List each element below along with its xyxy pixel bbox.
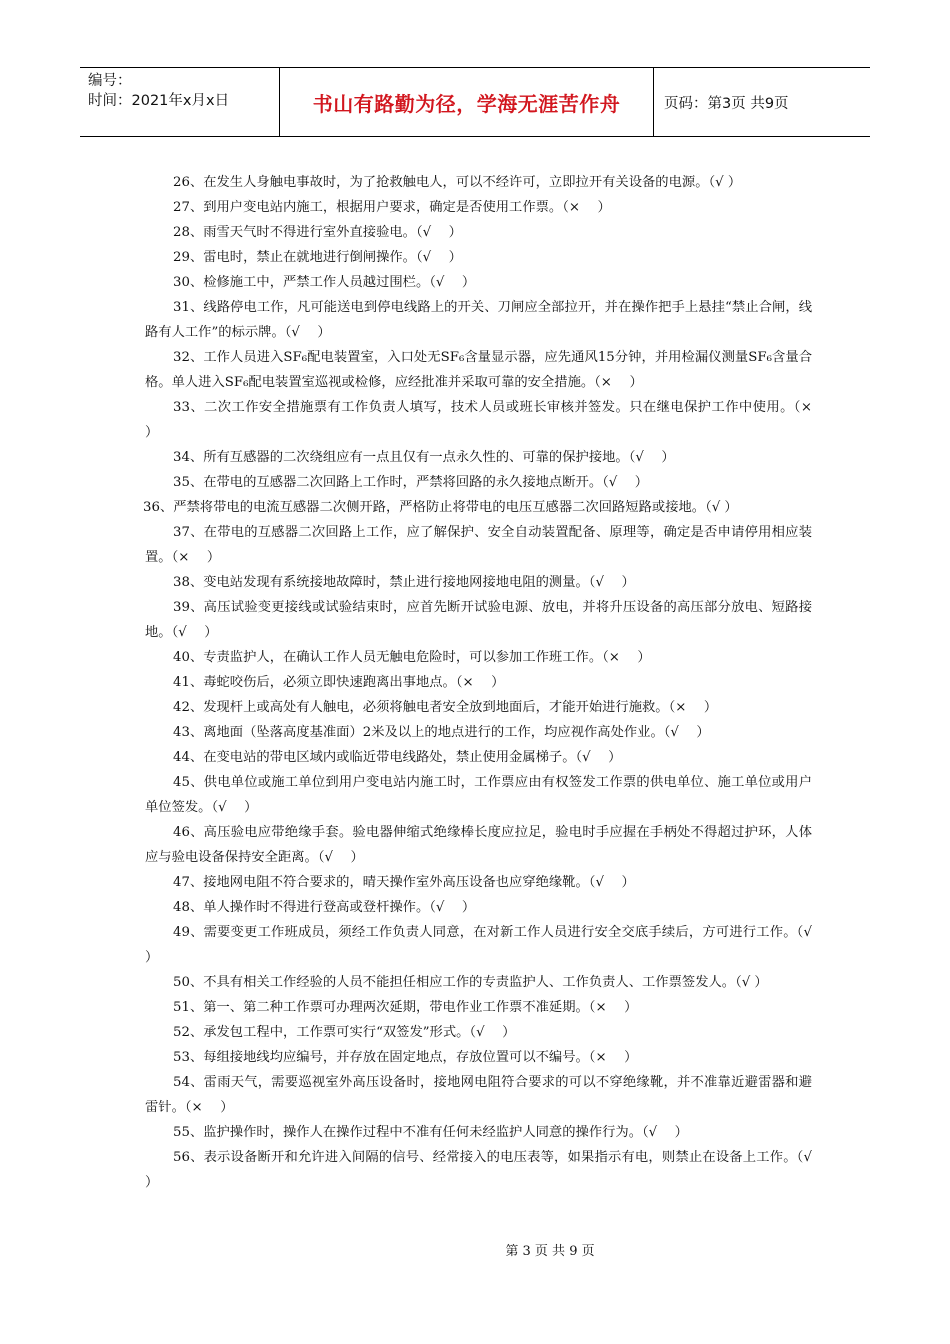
question-item: 41、毒蛇咬伤后，必须立即快速跑离出事地点。（× ）: [173, 675, 505, 690]
number-label: 编号：: [88, 73, 132, 89]
time-label: 时间：2021年x月x日: [88, 93, 230, 109]
question-item: 47、接地网电阻不符合要求的，晴天操作室外高压设备也应穿绝缘靴。（√ ）: [173, 875, 635, 890]
question-item: 53、每组接地线均应编号，并存放在固定地点，存放位置可以不编号。（× ）: [173, 1050, 638, 1065]
question-item: 55、监护操作时，操作人在操作过程中不准有任何未经监护人同意的操作行为。（√ ）: [173, 1125, 688, 1140]
question-item: 29、雷电时，禁止在就地进行倒闸操作。（√ ）: [173, 250, 462, 265]
question-item: 48、单人操作时不得进行登高或登杆操作。（√ ）: [173, 900, 476, 915]
header-motto: 书山有路勤为径，学海无涯苦作舟: [280, 68, 654, 136]
question-item: 35、在带电的互感器二次回路上工作时，严禁将回路的永久接地点断开。（√ ）: [173, 475, 649, 490]
question-item: 51、第一、第二种工作票可办理两次延期，带电作业工作票不准延期。（× ）: [173, 1000, 638, 1015]
question-item: 38、变电站发现有系统接地故障时，禁止进行接地网接地电阻的测量。（√ ）: [173, 575, 635, 590]
question-item: 52、承发包工程中，工作票可实行“双签发”形式。（√ ）: [173, 1025, 516, 1040]
question-item: 56、表示设备断开和允许进入间隔的信号、经常接入的电压表等，如果指示有电，则禁止在设备上工作。（√ ）: [145, 1150, 830, 1190]
question-item: 26、在发生人身触电事故时，为了抢救触电人，可以不经许可，立即拉开有关设备的电源。（√ ）: [173, 175, 742, 190]
question-item: 50、不具有相关工作经验的人员不能担任相应工作的专责监护人、工作负责人、工作票签发人。（√ ）: [173, 975, 768, 990]
question-item: 32、工作人员进入SF₆配电装置室，入口处无SF₆含量显示器，应先通风15分钟，并用检漏仪测量SF₆含量合格。单人进入SF₆配电装置室巡视或检修，应经批准并采取可靠的安全措施。（× ）: [145, 350, 812, 390]
question-item: 45、供电单位或施工单位到用户变电站内施工时，工作票应由有权签发工作票的供电单位、施工单位或用户单位签发。（√ ）: [145, 775, 812, 815]
question-item: 30、检修施工中，严禁工作人员越过围栏。（√ ）: [173, 275, 476, 290]
header-page-info: 页码：第3页 共9页: [664, 95, 789, 112]
question-item: 44、在变电站的带电区域内或临近带电线路处，禁止使用金属梯子。（√ ）: [173, 750, 622, 765]
question-item: 33、二次工作安全措施票有工作负责人填写，技术人员或班长审核并签发。只在继电保护工作中使用。（× ）: [145, 400, 830, 440]
question-item: 36、严禁将带电的电流互感器二次侧开路，严格防止将带电的电压互感器二次回路短路或接地。（√ ）: [143, 500, 738, 515]
question-item: 49、需要变更工作班成员，须经工作负责人同意，在对新工作人员进行安全交底手续后，方可进行工作。（√ ）: [145, 925, 830, 965]
question-item: 39、高压试验变更接线或试验结束时，应首先断开试验电源、放电，并将升压设备的高压部分放电、短路接地。（√ ）: [145, 600, 812, 640]
question-item: 28、雨雪天气时不得进行室外直接验电。（√ ）: [173, 225, 462, 240]
question-item: 34、所有互感器的二次绕组应有一点且仅有一点永久性的、可靠的保护接地。（√ ）: [173, 450, 675, 465]
page-header: [80, 67, 870, 137]
question-item: 46、高压验电应带绝缘手套。验电器伸缩式绝缘棒长度应拉足，验电时手应握在手柄处不得超过护环，人体应与验电设备保持安全距离。（√ ）: [145, 825, 812, 865]
question-item: 37、在带电的互感器二次回路上工作，应了解保护、安全自动装置配备、原理等，确定是否申请停用相应装置。（× ）: [145, 525, 812, 565]
question-item: 27、到用户变电站内施工，根据用户要求，确定是否使用工作票。（× ）: [173, 200, 611, 215]
question-item: 54、雷雨天气，需要巡视室外高压设备时，接地网电阻符合要求的可以不穿绝缘靴，并不准靠近避雷器和避雷针。（× ）: [145, 1075, 812, 1115]
page-footer: 第 3 页 共 9 页: [505, 1244, 595, 1259]
question-item: 42、发现杆上或高处有人触电，必须将触电者安全放到地面后，才能开始进行施救。（× ）: [173, 700, 718, 715]
question-item: 40、专责监护人，在确认工作人员无触电危险时，可以参加工作班工作。（× ）: [173, 650, 651, 665]
question-item: 31、线路停电工作，凡可能送电到停电线路上的开关、刀闸应全部拉开，并在操作把手上悬挂“禁止合闸，线路有人工作”的标示牌。（√ ）: [145, 300, 812, 340]
header-meta: [80, 68, 280, 136]
question-item: 43、离地面（坠落高度基准面）2米及以上的地点进行的工作，均应视作高处作业。（√ ）: [173, 725, 710, 740]
question-list: [143, 170, 830, 1195]
